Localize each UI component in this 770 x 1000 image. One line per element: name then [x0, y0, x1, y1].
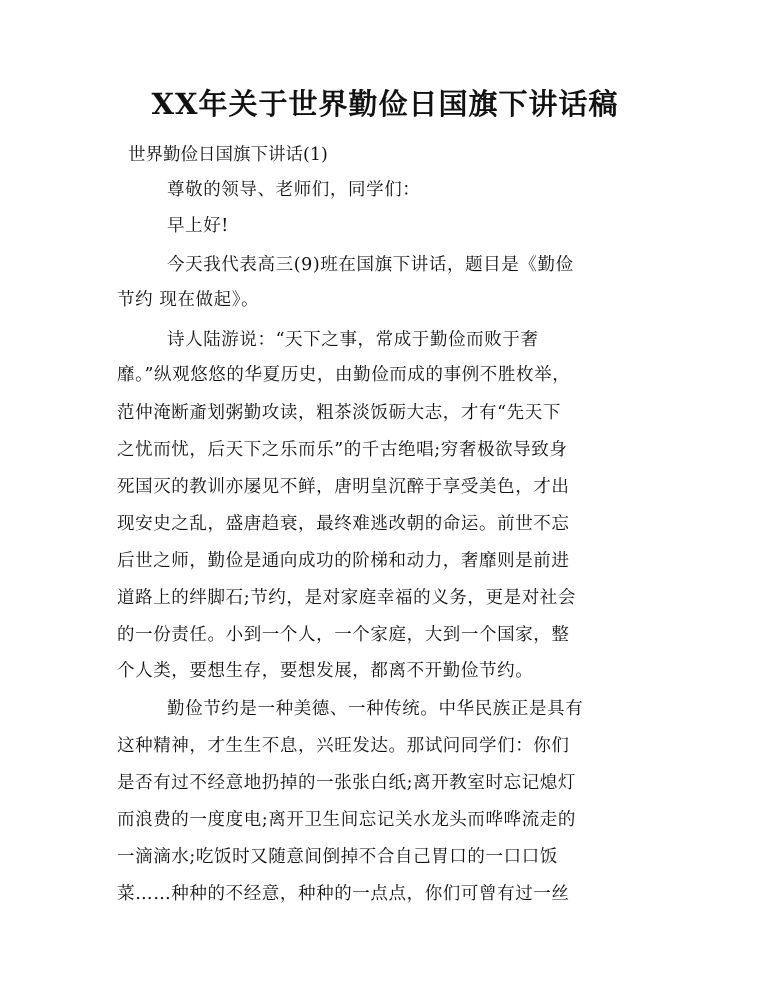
body-line: 而浪费的一度度电;离开卫生间忘记关水龙头而哗哗流走的 [117, 810, 576, 830]
body-line: 节约 现在做起》。 [117, 290, 260, 310]
body-line: 是否有过不经意地扔掉的一张张白纸;离开教室时忘记熄灯 [117, 773, 576, 793]
body-line: 之忧而忧，后天下之乐而乐”的千古绝唱;穷奢极欲导致身 [117, 440, 568, 460]
body-line: 尊敬的领导、老师们，同学们： [167, 180, 421, 200]
body-line: 后世之师，勤俭是通向成功的阶梯和动力，奢靡则是前进 [117, 551, 570, 571]
body-line: 个人类，要想生存，要想发展，都离不开勤俭节约。 [117, 661, 534, 681]
body-line: 靡。”纵观悠悠的华夏历史，由勤俭而成的事例不胜枚举， [117, 365, 571, 385]
body-line: 这种精神，才生生不息，兴旺发达。那试问同学们：你们 [117, 736, 570, 756]
body-line: 道路上的绊脚石;节约，是对家庭幸福的义务，更是对社会 [117, 588, 576, 608]
document-subtitle: 世界勤俭日国旗下讲话(1) [128, 145, 328, 165]
body-line: 菜……种种的不经意，种种的一点点，你们可曾有过一丝 [117, 884, 570, 904]
body-line: 一滴滴水;吃饭时又随意间倒掉不合自己胃口的一口口饭 [117, 847, 558, 867]
body-line: 死国灭的教训亦屡见不鲜，唐明皇沉醉于享受美色，才出 [117, 477, 570, 497]
body-line: 勤俭节约是一种美德、一种传统。中华民族正是具有 [167, 699, 584, 719]
body-line: 诗人陆游说：“天下之事，常成于勤俭而败于奢 [167, 330, 539, 350]
body-line: 范仲淹断齑划粥勤攻读，粗茶淡饭砺大志，才有“先天下 [117, 403, 561, 423]
body-line: 的一份责任。小到一个人，一个家庭，大到一个国家，整 [117, 625, 570, 645]
body-line: 今天我代表高三(9)班在国旗下讲话，题目是《勤俭 [167, 255, 574, 275]
document-title: XX年关于世界勤俭日国旗下讲话稿 [151, 87, 619, 121]
body-line: 早上好! [167, 216, 229, 236]
body-line: 现安史之乱，盛唐趋衰，最终难逃改朝的命运。前世不忘 [117, 514, 570, 534]
